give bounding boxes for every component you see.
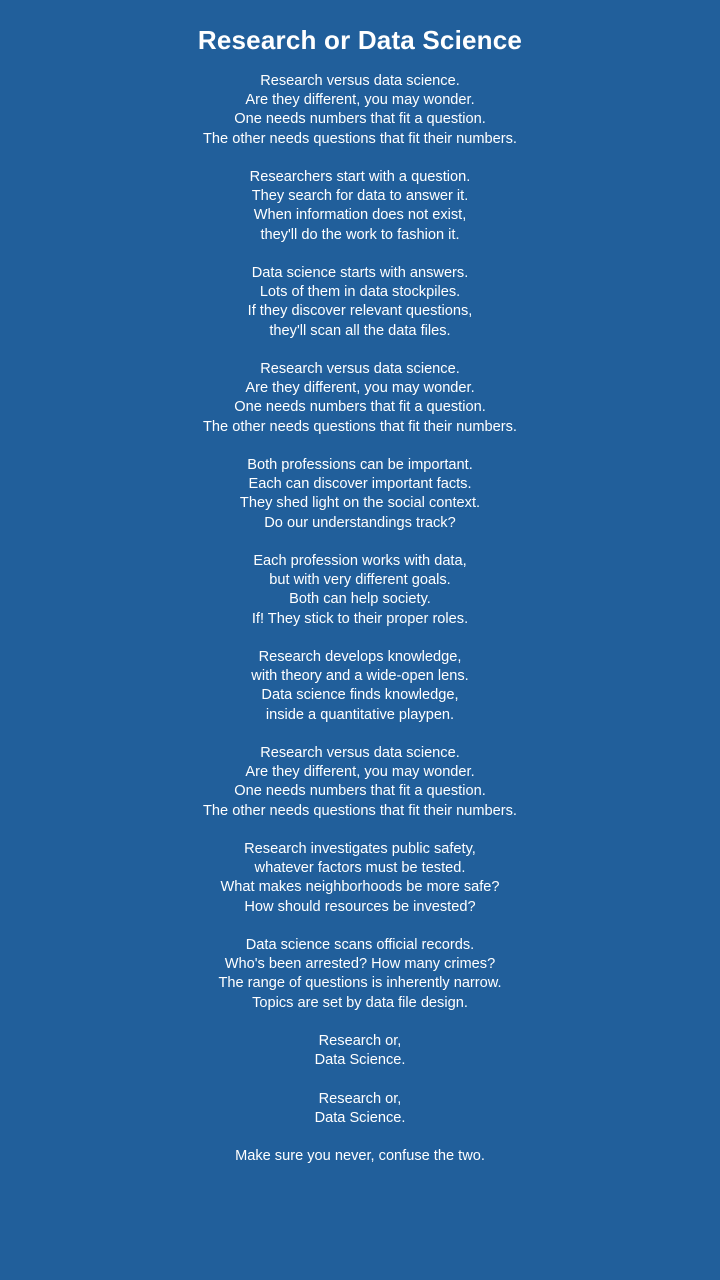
poem-line: Data science scans official records. [245,937,475,953]
stanza-1 [0,72,720,149]
poem-line: They shed light on the social context. [239,495,481,512]
poem-line: Both can help society. [289,591,431,608]
poem-line: What makes neighborhoods be more safe? [220,879,500,896]
poem-line: One needs numbers that fit a question. [234,111,486,128]
poem-line: Lots of them in data stockpiles. [259,284,461,301]
poem-line: Research investigates public safety, [244,841,476,857]
poem-line: Data science finds knowledge, [261,687,459,704]
poem-line: Data science starts with answers. [251,265,469,281]
poem-line: The range of questions is inherently narrow. [218,975,502,992]
poem-line: How should resources be invested? [244,898,476,915]
stanza-13 [0,1147,720,1166]
stanza-3 [0,264,720,341]
poem-line: One needs numbers that fit a question. [234,783,486,800]
stanza-8 [0,744,720,821]
stanza-7 [0,648,720,725]
poem-line: Researchers start with a question. [249,169,471,185]
poem-line: Each can discover important facts. [248,476,472,493]
poem-line: Each profession works with data, [253,553,467,569]
poem-line: One needs numbers that fit a question. [234,399,486,416]
poem-line: Research develops knowledge, [258,649,462,665]
poem-line: The other needs questions that fit their numbers. [203,418,517,435]
stanza-11 [0,1032,720,1070]
poem-line: Data Science. [314,1052,406,1069]
poem-line: If they discover relevant questions, [247,303,473,320]
poem-line: Do our understandings track? [264,514,456,531]
poem-line: inside a quantitative playpen. [265,706,455,723]
poem-line: Both professions can be important. [247,457,473,473]
poem-line: Research versus data science. [260,73,460,89]
poem-line: They search for data to answer it. [251,188,469,205]
stanza-4 [0,360,720,437]
poem-line: When information does not exist, [253,207,467,224]
poem-line: Research versus data science. [260,361,460,377]
page-title: Research or Data Science [197,25,523,55]
stanza-10 [0,936,720,1013]
poem-line: If! They stick to their proper roles. [251,610,469,627]
poem-line: Research or, [318,1033,402,1049]
poem-line: Who's been arrested? How many crimes? [224,956,496,973]
poem-body [0,72,720,1166]
poem-line: they'll do the work to fashion it. [260,226,460,243]
stanza-6 [0,552,720,629]
stanza-2 [0,168,720,245]
poem-line: Research versus data science. [260,745,460,761]
poem-line: Are they different, you may wonder. [245,92,475,109]
poem-line: Research or, [318,1090,402,1107]
stanza-9 [0,840,720,917]
poem-line: Are they different, you may wonder. [245,380,475,397]
poem-line: Topics are set by data file design. [252,994,468,1011]
stanza-12 [0,1090,720,1128]
poem-line: Data Science. [314,1109,406,1126]
poem-line: but with very different goals. [269,572,451,589]
stanza-5 [0,456,720,533]
poem-line: The other needs questions that fit their numbers. [203,130,517,147]
poem-line: with theory and a wide-open lens. [251,668,469,685]
poem-line: Make sure you never, confuse the two. [235,1148,485,1165]
poem-line: they'll scan all the data files. [269,322,451,339]
poem-line: Are they different, you may wonder. [245,764,475,781]
poem-line: The other needs questions that fit their numbers. [203,802,517,819]
poem-line: whatever factors must be tested. [254,860,466,877]
